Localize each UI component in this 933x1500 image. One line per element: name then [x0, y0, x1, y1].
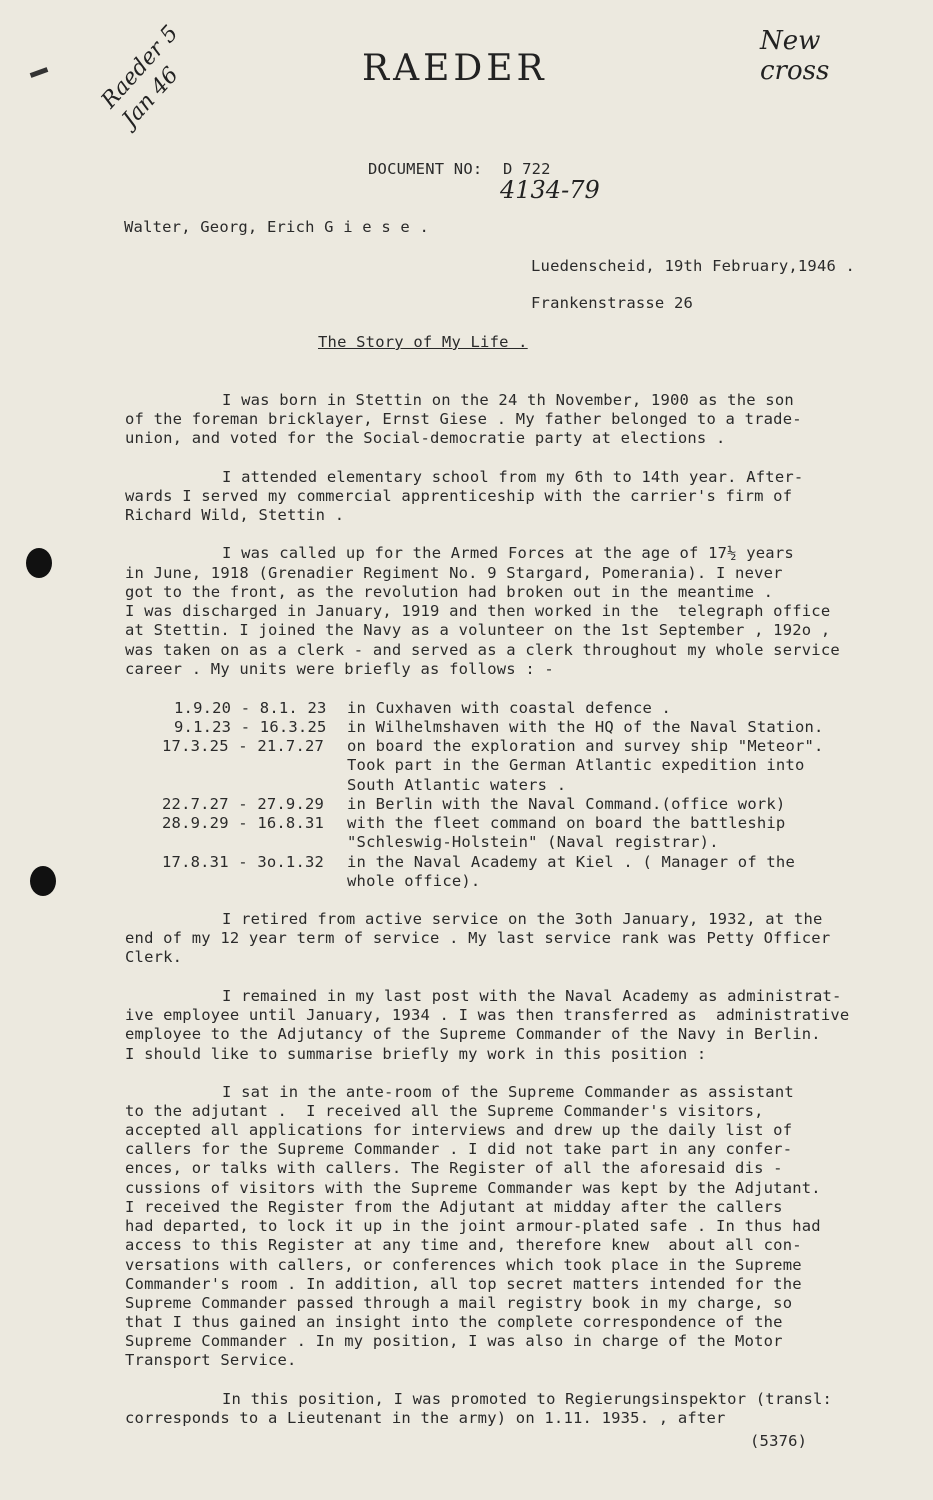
unit-desc: with the fleet command on board the battleship: [347, 814, 786, 832]
handwritten-doc-number: 4134-79: [500, 176, 600, 204]
p6-line: had departed, to lock it up in the joint armour-plated safe . In thus had: [125, 1217, 821, 1235]
unit-dates: 9.1.23 - 16.3.25: [174, 718, 327, 736]
handwritten-top-right-note: New cross: [760, 26, 830, 86]
p6-line: Supreme Commander passed through a mail registry book in my charge, so: [125, 1294, 793, 1312]
p5-line: ive employee until January, 1934 . I was then transferred as administrative: [125, 1006, 850, 1024]
p6-line: I sat in the ante-room of the Supreme Commander as assistant: [222, 1083, 794, 1101]
p6-line: that I thus gained an insight into the complete correspondence of the: [125, 1313, 783, 1331]
unit-desc: Took part in the German Atlantic expedition into: [347, 756, 805, 774]
p6-line: Supreme Commander . In my position, I was also in charge of the Motor: [125, 1332, 783, 1350]
unit-dates: 17.3.25 - 21.7.27: [162, 737, 325, 755]
author-name: Walter, Georg, Erich G i e s e .: [124, 218, 430, 236]
p4-line: I retired from active service on the 3oth January, 1932, at the: [222, 910, 823, 928]
document-no-value: D 722: [503, 160, 551, 178]
unit-dates: 17.8.31 - 3o.1.32: [162, 853, 325, 871]
p3-line: in June, 1918 (Grenadier Regiment No. 9 Stargard, Pomerania). I never: [125, 564, 783, 582]
p6-line: Commander's room . In addition, all top secret matters intended for the: [125, 1275, 802, 1293]
p3-line: I was discharged in January, 1919 and then worked in the telegraph office: [125, 602, 831, 620]
unit-desc: in the Naval Academy at Kiel . ( Manager of the: [347, 853, 795, 871]
p2-line: wards I served my commercial apprenticeship with the carrier's firm of: [125, 487, 793, 505]
address-line: Frankenstrasse 26: [531, 294, 694, 312]
document-no-label: DOCUMENT NO:: [368, 160, 483, 178]
p6-line: ences, or talks with callers. The Register of all the aforesaid dis -: [125, 1159, 783, 1177]
p5-line: I should like to summarise briefly my work in this position :: [125, 1045, 707, 1063]
unit-desc: in Wilhelmshaven with the HQ of the Naval Station.: [347, 718, 824, 736]
p3-line: at Stettin. I joined the Navy as a volunteer on the 1st September , 192o ,: [125, 621, 831, 639]
p1-line: union, and voted for the Social-democratie party at elections .: [125, 429, 726, 447]
unit-desc: South Atlantic waters .: [347, 776, 567, 794]
p7-line: corresponds to a Lieutenant in the army) on 1.11. 1935. , after: [125, 1409, 726, 1427]
unit-desc: in Berlin with the Naval Command.(office work): [347, 795, 786, 813]
p6-line: cussions of visitors with the Supreme Commander was kept by the Adjutant.: [125, 1179, 821, 1197]
unit-desc: on board the exploration and survey ship "Meteor".: [347, 737, 824, 755]
p4-line: Clerk.: [125, 948, 183, 966]
punch-hole-lower: [30, 866, 56, 896]
p6-line: I received the Register from the Adjutant at midday after the callers: [125, 1198, 783, 1216]
unit-dates: 28.9.29 - 16.8.31: [162, 814, 325, 832]
p5-line: I remained in my last post with the Naval Academy as administrat-: [222, 987, 842, 1005]
p6-line: to the adjutant . I received all the Supreme Commander's visitors,: [125, 1102, 764, 1120]
handwritten-margin-note: Raeder 5 Jan 46: [96, 20, 184, 133]
page-title: The Story of My Life .: [318, 333, 528, 351]
p1-line: of the foreman bricklayer, Ernst Giese . My father belonged to a trade-: [125, 410, 802, 428]
page-number: (5376): [750, 1432, 808, 1450]
p2-line: I attended elementary school from my 6th to 14th year. After-: [222, 468, 804, 486]
p6-line: Transport Service.: [125, 1351, 297, 1369]
p2-line: Richard Wild, Stettin .: [125, 506, 345, 524]
p3-line: was taken on as a clerk - and served as a clerk throughout my whole service: [125, 641, 840, 659]
p7-line: In this position, I was promoted to Regierungsinspektor (transl:: [222, 1390, 833, 1408]
punch-hole-upper: [26, 548, 52, 578]
p3-line: career . My units were briefly as follows : -: [125, 660, 554, 678]
p6-line: accepted all applications for interviews and drew up the daily list of: [125, 1121, 793, 1139]
date-line: Luedenscheid, 19th February,1946 .: [531, 257, 856, 275]
p6-line: access to this Register at any time and, therefore knew about all con-: [125, 1236, 802, 1254]
unit-desc: whole office).: [347, 872, 481, 890]
p3-line: got to the front, as the revolution had broken out in the meantime .: [125, 583, 774, 601]
unit-desc: "Schleswig-Holstein" (Naval registrar).: [347, 833, 719, 851]
p3-line: I was called up for the Armed Forces at the age of 17½ years: [222, 544, 794, 562]
handwritten-title: RAEDER: [362, 48, 548, 89]
p6-line: versations with callers, or conferences which took place in the Supreme: [125, 1256, 802, 1274]
p5-line: employee to the Adjutancy of the Supreme Commander of the Navy in Berlin.: [125, 1025, 821, 1043]
p1-line: I was born in Stettin on the 24 th November, 1900 as the son: [222, 391, 794, 409]
unit-dates: 22.7.27 - 27.9.29: [162, 795, 325, 813]
p4-line: end of my 12 year term of service . My last service rank was Petty Officer: [125, 929, 831, 947]
p6-line: callers for the Supreme Commander . I did not take part in any confer-: [125, 1140, 793, 1158]
unit-dates: 1.9.20 - 8.1. 23: [174, 699, 327, 717]
ink-mark: [30, 67, 49, 78]
unit-desc: in Cuxhaven with coastal defence .: [347, 699, 672, 717]
